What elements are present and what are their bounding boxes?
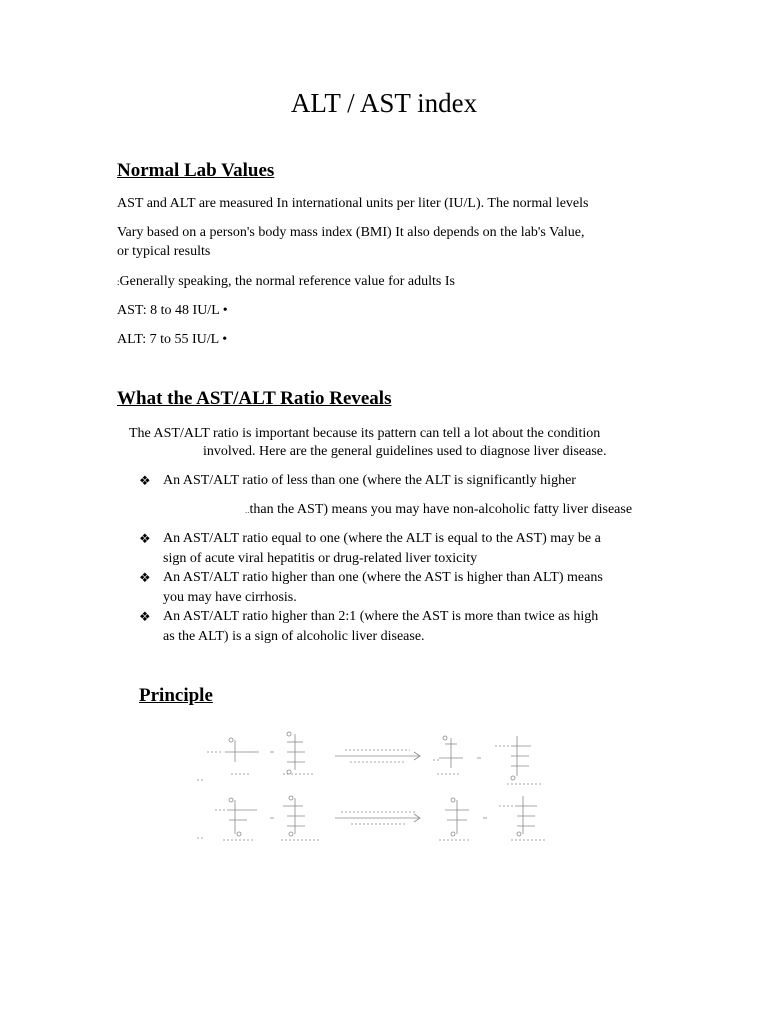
bullet-item-1-line2: [245, 500, 632, 520]
paragraph-bmi-line2: or typical results: [117, 244, 211, 259]
bullet-item-1-line1: An AST/ALT ratio of less than one (where the ALT is significantly higher: [163, 473, 576, 488]
ratio-intro-line2: involved. Here are the general guidelines used to diagnose liver disease.: [203, 444, 607, 459]
paragraph-reference: [117, 272, 455, 292]
reaction-a: [207, 732, 541, 784]
bullet-item-3: [0, 568, 768, 608]
section-heading-ratio-reveals: What the AST/ALT Ratio Reveals: [117, 388, 392, 409]
ast-range: AST: 8 to 48 IU/L •: [117, 303, 228, 318]
bullet-item-4: [0, 607, 768, 647]
ratio-intro-line1: The AST/ALT ratio is important because its pattern can tell a lot about the condition: [129, 426, 601, 441]
bullet-item-1-line2-text: than the AST) means you may have non-alcoholic fatty liver disease: [249, 502, 633, 517]
bullet-item-2-line2: sign of acute viral hepatitis or drug-related liver toxicity: [163, 551, 478, 566]
bullet-item-1: [0, 471, 768, 491]
diamond-bullet-icon: ❖: [139, 570, 151, 585]
section-heading-principle: Principle: [139, 685, 213, 706]
bullet-item-3-line1: An AST/ALT ratio higher than one (where the AST is higher than ALT) means: [163, 570, 603, 585]
alt-range: ALT: 7 to 55 IU/L •: [117, 332, 228, 347]
bullet-item-2-line1: An AST/ALT ratio equal to one (where the ALT is equal to the AST) may be a: [163, 531, 601, 546]
paragraph-reference-text: Generally speaking, the normal reference value for adults Is: [119, 274, 455, 289]
paragraph-bmi-line1: Vary based on a person's body mass index (BMI) It also depends on the lab's Value,: [117, 225, 585, 240]
reaction-scheme-figure: [195, 730, 555, 850]
bullet-item-4-line2: as the ALT) is a sign of alcoholic liver disease.: [163, 629, 425, 644]
bullet-item-1-prefix: ..: [245, 505, 250, 515]
paragraph-reference-prefix: :: [117, 277, 120, 287]
bullet-item-4-line1: An AST/ALT ratio higher than 2:1 (where the AST is more than twice as high: [163, 609, 599, 624]
diamond-bullet-icon: ❖: [139, 609, 151, 624]
section-heading-normal-lab-values: Normal Lab Values: [117, 160, 275, 181]
bullet-item-2: [0, 529, 768, 569]
paragraph-measurement: AST and ALT are measured In international units per liter (IU/L). The normal levels: [117, 196, 589, 211]
page-title: ALT / AST index: [290, 88, 478, 118]
bullet-item-3-line2: you may have cirrhosis.: [163, 590, 297, 605]
diamond-bullet-icon: ❖: [139, 473, 151, 488]
diamond-bullet-icon: ❖: [139, 531, 151, 546]
reaction-b: [197, 780, 545, 840]
